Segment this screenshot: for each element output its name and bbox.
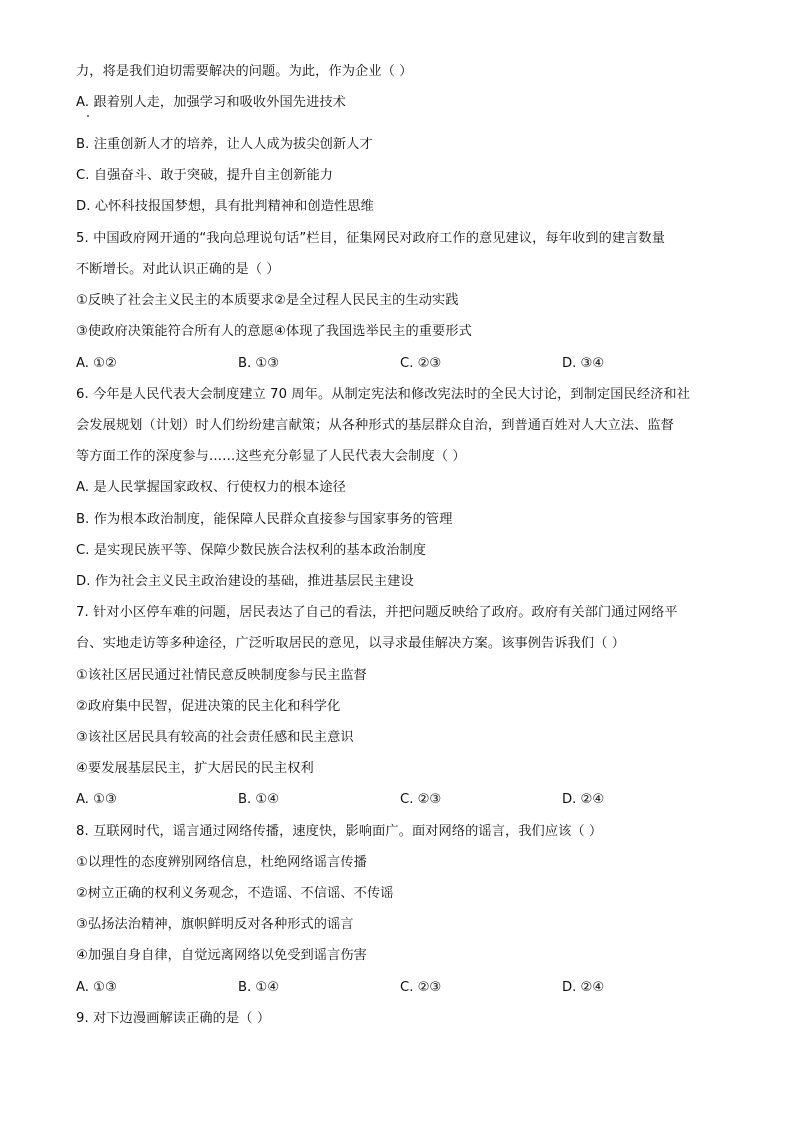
q7-statement-4: ④要发展基层民主，扩大居民的民主权利 [76, 761, 314, 776]
q7-option-d: D. ②④ [562, 792, 605, 807]
q7-option-b: B. ①④ [238, 792, 280, 807]
q9-stem: 9. 对下边漫画解读正确的是（ ） [76, 1011, 271, 1026]
q6-option-d: D. 作为社会主义民主政治建设的基础，推进基层民主建设 [76, 574, 414, 589]
q5-option-d: D. ③④ [562, 356, 605, 371]
q7-statement-1: ①该社区居民通过社情民意反映制度参与民主监督 [76, 668, 367, 683]
q8-statement-1: ①以理性的态度辨别网络信息，杜绝网络谣言传播 [76, 855, 367, 870]
q6-stem-line-2: 会发展规划（计划）时人们纷纷建言献策；从各种形式的基层群众自治，到普通百姓对人大立法、监督 [76, 418, 674, 433]
q8-statement-3: ③弘扬法治精神，旗帜鲜明反对各种形式的谣言 [76, 917, 354, 932]
q7-stem-line-2: 台、实地走访等多种途径，广泛听取居民的意见，以寻求最佳解决方案。该事例告诉我们（ ） [76, 636, 626, 651]
q6-option-a: A. 是人民掌握国家政权、行使权力的根本途径 [76, 480, 346, 495]
q7-option-a: A. ①③ [76, 792, 117, 807]
q7-statement-2: ②政府集中民智，促进决策的民主化和科学化 [76, 699, 341, 714]
q8-stem: 8. 互联网时代，谣言通过网络传播，速度快，影响面广。面对网络的谣言，我们应该（ ） [76, 824, 603, 839]
q6-option-c: C. 是实现民族平等、保障少数民族合法权利的基本政治制度 [76, 543, 427, 558]
q8-statement-4: ④加强自身自律，自觉远离网络以免受到谣言伤害 [76, 948, 367, 963]
q7-stem-line-1: 7. 针对小区停车难的问题，居民表达了自己的看法，并把问题反映给了政府。政府有关部门通过网络平 [76, 605, 678, 620]
q8-option-a: A. ①③ [76, 980, 117, 995]
q4-option-b: B. 注重创新人才的培养，让人人成为拔尖创新人才 [76, 137, 373, 152]
q4-option-a: A. 跟着别人走，加强学习和吸收外国先进技术 [76, 95, 346, 110]
q5-stem-line-2: 不断增长。对此认识正确的是（ ） [76, 262, 280, 277]
q8-option-c: C. ②③ [400, 980, 442, 995]
q6-stem-line-1: 6. 今年是人民代表大会制度建立 70 周年。从制定宪法和修改宪法时的全民大讨论，到制定国民经济和社 [76, 387, 690, 402]
q5-statements-3-4: ③使政府决策能符合所有人的意愿④体现了我国选举民主的重要形式 [76, 324, 472, 339]
q5-option-c: C. ②③ [400, 356, 442, 371]
q8-option-b: B. ①④ [238, 980, 280, 995]
q4-stem-continuation: 力，将是我们迫切需要解决的问题。为此，作为企业（ ） [76, 64, 413, 79]
q6-stem-line-3: 等方面工作的深度参与……这些充分彰显了人民代表大会制度（ ） [76, 449, 466, 464]
q5-option-b: B. ①③ [238, 356, 280, 371]
q5-statements-1-2: ①反映了社会主义民主的本质要求②是全过程人民民主的生动实践 [76, 293, 459, 308]
q5-stem-line-1: 5. 中国政府网开通的“我向总理说句话”栏目，征集网民对政府工作的意见建议，每年收到的建言数量 [76, 231, 666, 246]
q4-option-c: C. 自强奋斗、敢于突破，提升自主创新能力 [76, 168, 334, 183]
q4-option-d: D. 心怀科技报国梦想，具有批判精神和创造性思维 [76, 199, 374, 214]
q6-option-b: B. 作为根本政治制度，能保障人民群众直接参与国家事务的管理 [76, 512, 453, 527]
q5-option-a: A. ①② [76, 356, 117, 371]
q8-statement-2: ②树立正确的权利义务观念，不造谣、不信谣、不传谣 [76, 886, 394, 901]
q8-option-d: D. ②④ [562, 980, 605, 995]
stray-dot [87, 115, 89, 117]
q7-statement-3: ③该社区居民具有较高的社会责任感和民主意识 [76, 730, 354, 745]
q7-option-c: C. ②③ [400, 792, 442, 807]
